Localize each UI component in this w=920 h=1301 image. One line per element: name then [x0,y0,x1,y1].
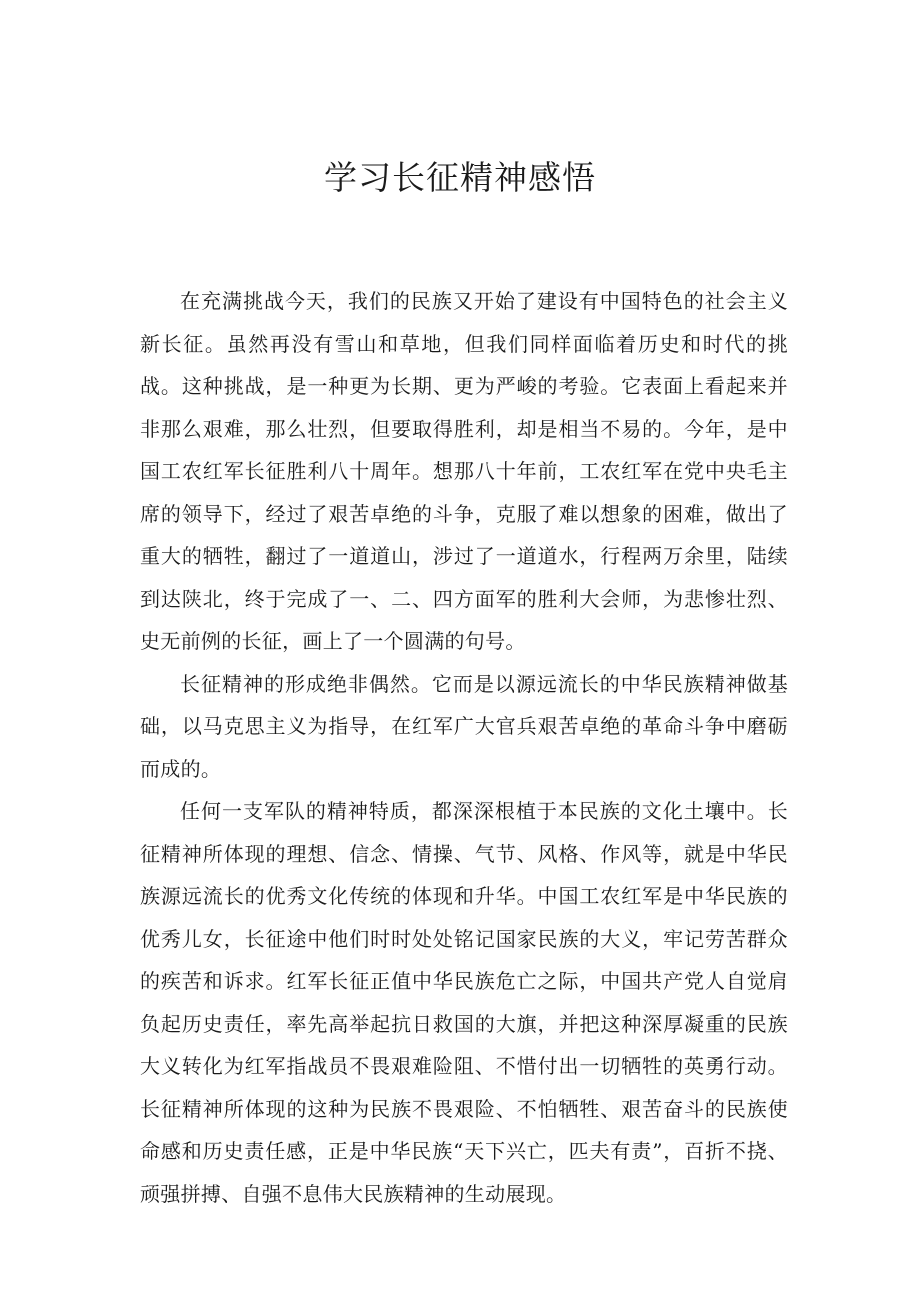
document-title: 学习长征精神感悟 [324,158,596,197]
document-body [140,280,788,1215]
paragraph-3: 任何一支军队的精神特质，都深深根植于本民族的文化土壤中。长征精神所体现的理想、信念、情操、气节、风格、作风等，就是中华民族源远流长的优秀文化传统的体现和升华。中国工农红军是中华民族的优秀儿女，长征途中他们时时处处铭记国家民族的大义，牢记劳苦群众的疾苦和诉求。红军长征正值中华民族危亡之际，中国共产党人自觉肩负起历史责任，率先高举起抗日救国的大旗，并把这种深厚凝重的民族大义转化为红军指战员不畏艰难险阻、不惜付出一切牺牲的英勇行动。长征精神所体现的这种为民族不畏艰险、不怕牺牲、艰苦奋斗的民族使命感和历史责任感，正是中华民族“天下兴亡，匹夫有责”，百折不挠、顽强拼搏、自强不息伟大民族精神的生动展现。 [140,799,788,1206]
paragraph-2: 长征精神的形成绝非偶然。它而是以源远流长的中华民族精神做基础，以马克思主义为指导，在红军广大官兵艰苦卓绝的革命斗争中磨砺而成的。 [140,671,788,781]
paragraph-1: 在充满挑战今天，我们的民族又开始了建设有中国特色的社会主义新长征。虽然再没有雪山和草地，但我们同样面临着历史和时代的挑战。这种挑战，是一种更为长期、更为严峻的考验。它表面上看起来并非那么艰难，那么壮烈，但要取得胜利，却是相当不易的。今年，是中国工农红军长征胜利八十周年。想那八十年前，工农红军在党中央毛主席的领导下，经过了艰苦卓绝的斗争，克服了难以想象的困难，做出了重大的牺牲，翻过了一道道山，涉过了一道道水，行程两万余里，陆续到达陕北，终于完成了一、二、四方面军的胜利大会师，为悲惨壮烈、史无前例的长征，画上了一个圆满的句号。 [140,289,788,653]
